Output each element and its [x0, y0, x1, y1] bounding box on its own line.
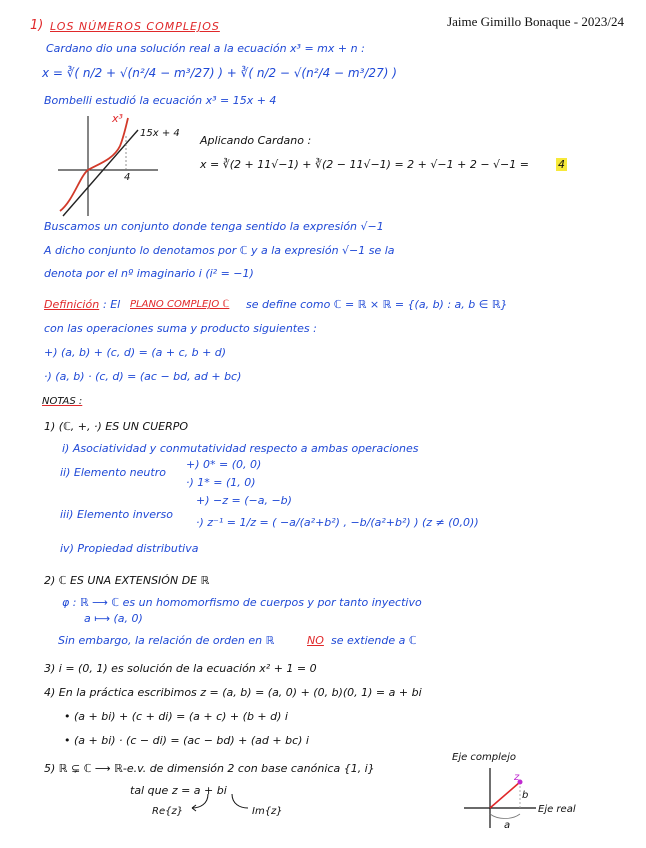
nota-1-iii-prod: ·) z⁻¹ = 1/z = ( −a/(a²+b²) , −b/(a²+b²) ) (z ≠ (0,0))	[196, 516, 479, 529]
re-im-arrows	[186, 792, 246, 816]
nota-1-ii-label: ii) Elemento neutro	[60, 466, 166, 479]
nota-4: 4) En la práctica escribimos z = (a, b) = (a, 0) + (0, b)(0, 1) = a + bi	[44, 686, 422, 699]
aplicando-result: 4	[558, 158, 565, 171]
nota-1-ii-sum: +) 0* = (0, 0)	[186, 458, 262, 471]
definicion-line2: con las operaciones suma y producto siguientes :	[44, 322, 317, 335]
nota-5-re: Re{z}	[152, 806, 184, 817]
buscamos-line-2: A dicho conjunto lo denotamos por ℂ y a la expresión √−1 se la	[44, 244, 395, 257]
definicion-prod: ·) (a, b) · (c, d) = (ac − bd, ad + bc)	[44, 370, 242, 383]
plane-title: Eje complejo	[452, 752, 516, 763]
plane-b: b	[522, 790, 529, 801]
nota-2-map: a ⟼ (a, 0)	[84, 612, 143, 625]
section-title: LOS NÚMEROS COMPLEJOS	[50, 20, 220, 33]
nota-1-iii-sum: +) −z = (−a, −b)	[196, 494, 292, 507]
definicion-text-a: : El	[103, 298, 121, 311]
plane-real-axis: Eje real	[538, 804, 576, 815]
definicion-text-b: se define como ℂ = ℝ × ℝ = {(a, b) : a, b ∈ ℝ}	[246, 298, 508, 311]
nota-4-prod: • (a + bi) · (c − di) = (ac − bd) + (ad + bc) i	[64, 734, 309, 747]
nota-1-iii-label: iii) Elemento inverso	[60, 508, 174, 521]
definicion-sum: +) (a, b) + (c, d) = (a + c, b + d)	[44, 346, 227, 359]
graph-label-line: 15x + 4	[140, 128, 180, 139]
cardano-intro: Cardano dio una solución real a la ecuación x³ = mx + n :	[46, 42, 365, 55]
section-number: 1)	[30, 18, 44, 33]
bombelli-text: Bombelli estudió la ecuación x³ = 15x + 4	[44, 94, 277, 107]
aplicando-formula: x = ∛(2 + 11√−1) + ∛(2 − 11√−1) = 2 + √−1 + 2 − √−1 =	[200, 158, 529, 171]
nota-1-iv: iv) Propiedad distributiva	[60, 542, 199, 555]
notas-label: NOTAS :	[42, 396, 83, 407]
nota-2-title: 2) ℂ ES UNA EXTENSIÓN DE ℝ	[44, 574, 210, 587]
nota-5-tal: tal que z = a + bi	[130, 784, 227, 797]
nota-1-title: 1) (ℂ, +, ·) ES UN CUERPO	[44, 420, 189, 433]
nota-1-ii-prod: ·) 1* = (1, 0)	[186, 476, 256, 489]
nota-5-im: Im{z}	[252, 806, 283, 817]
nota-4-sum: • (a + bi) + (c + di) = (a + c) + (b + d) i	[64, 710, 288, 723]
graph-label-x3: x³	[112, 112, 123, 125]
nota-5: 5) ℝ ⊊ ℂ ⟶ ℝ-e.v. de dimensión 2 con base canónica {1, i}	[44, 762, 375, 775]
plane-z: z	[514, 772, 520, 783]
buscamos-line-3: denota por el nº imaginario i (i² = −1)	[44, 267, 254, 280]
cardano-formula: x = ∛( n/2 + √(n²/4 − m³/27) ) + ∛( n/2 − √(n²/4 − m³/27) )	[42, 66, 397, 80]
nota-2-order-no: NO	[307, 634, 324, 647]
nota-3: 3) i = (0, 1) es solución de la ecuación x² + 1 = 0	[44, 662, 317, 675]
author-header: Jaime Gimillo Bonaque - 2023/24	[447, 14, 624, 29]
nota-2-order-b: se extiende a ℂ	[331, 634, 417, 647]
nota-2-phi: φ : ℝ ⟶ ℂ es un homomorfismo de cuerpos y por tanto inyectivo	[62, 596, 422, 609]
definicion-label: Definición	[44, 298, 100, 311]
complex-plane	[464, 760, 540, 830]
graph-label-four: 4	[124, 172, 131, 183]
buscamos-line-1: Buscamos un conjunto donde tenga sentido la expresión √−1	[44, 220, 384, 233]
definicion-term: PLANO COMPLEJO ℂ	[130, 299, 230, 310]
nota-1-i: i) Asociatividad y conmutatividad respecto a ambas operaciones	[62, 442, 419, 455]
aplicando-label: Aplicando Cardano :	[200, 134, 312, 147]
plane-a: a	[504, 820, 511, 831]
nota-2-order-a: Sin embargo, la relación de orden en ℝ	[58, 634, 275, 647]
